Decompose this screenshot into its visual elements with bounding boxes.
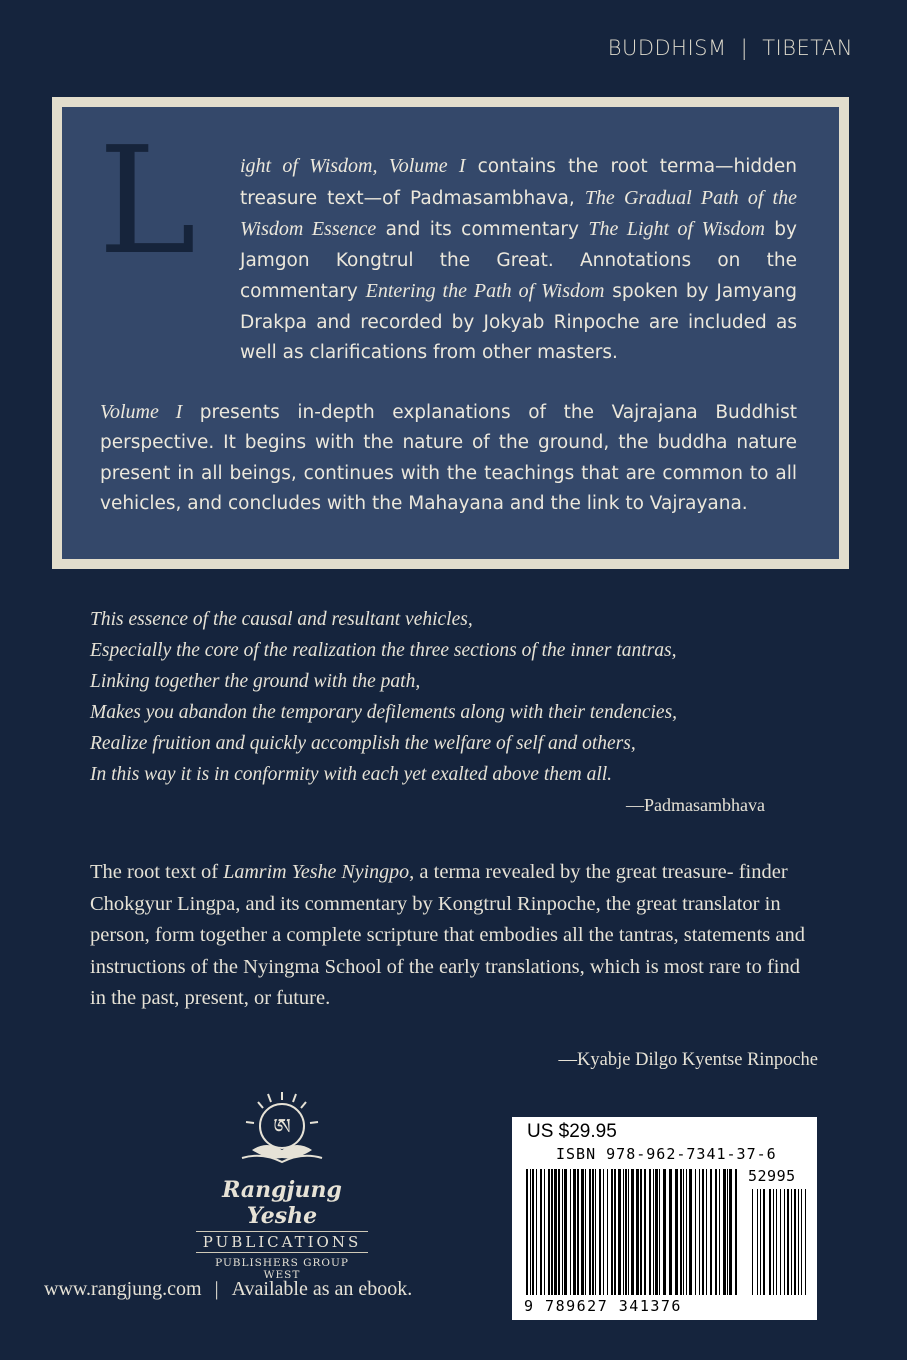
barcode-bar <box>649 1169 651 1295</box>
barcode-bar <box>727 1169 728 1295</box>
barcode-bar <box>607 1169 608 1295</box>
barcode-bar <box>719 1169 720 1295</box>
description-p1-run: ight of Wisdom, Volume I <box>240 155 466 177</box>
category-tibetan: TIBETAN <box>762 36 853 60</box>
barcode-bar <box>585 1169 586 1295</box>
addon-bar <box>769 1189 771 1295</box>
addon-bar <box>763 1189 765 1295</box>
addon-bar <box>801 1189 802 1295</box>
barcode-bar <box>715 1169 717 1295</box>
barcode-bar <box>599 1169 601 1295</box>
verse-line: Linking together the ground with the path, <box>90 671 421 692</box>
publisher-imprint: PUBLICATIONS <box>196 1231 368 1253</box>
description-p1-run: spoken by Jamyang Drakpa and recorded by Jokyab Rinpoche are included as well as clarifications from other masters. <box>240 281 797 363</box>
barcode-bar <box>592 1169 594 1295</box>
barcode-bar <box>659 1169 660 1295</box>
barcode-bar <box>603 1169 604 1295</box>
description-p1-run: The Gradual Path of the Wisdom Essence <box>240 186 797 240</box>
barcode-bar <box>625 1169 627 1295</box>
description-p2-run: Volume I <box>100 400 183 423</box>
barcode-bar <box>614 1169 616 1295</box>
barcode-bar <box>570 1169 571 1295</box>
barcode-bar <box>735 1169 737 1295</box>
description-panel <box>52 97 849 569</box>
addon-bar <box>776 1189 777 1295</box>
verse-line: Especially the core of the realization the three sections of the inner tantras, <box>90 640 677 661</box>
barcode-bar <box>669 1169 672 1295</box>
barcode-bar <box>562 1169 563 1295</box>
addon-bar <box>773 1189 774 1295</box>
endorsement-run: The root text of <box>90 861 224 883</box>
barcode-bar <box>663 1169 666 1295</box>
barcode-bar <box>554 1169 557 1295</box>
barcode-bar <box>577 1169 579 1295</box>
barcode-bar <box>589 1169 591 1295</box>
price-addon-code: 52995 <box>748 1167 796 1185</box>
verse-line: In this way it is in conformity with each yet exalted above them all. <box>90 764 613 785</box>
addon-bar <box>760 1189 761 1295</box>
endorsement-quote <box>90 857 812 1015</box>
category-buddhism: BUDDHISM <box>607 36 727 60</box>
barcode-bar <box>636 1169 639 1295</box>
barcode-bar <box>723 1169 726 1295</box>
barcode-bar <box>689 1169 692 1295</box>
addon-bar <box>805 1189 806 1295</box>
barcode-bar <box>536 1169 537 1295</box>
description-p1-run: and its commentary <box>376 219 589 240</box>
barcode-bar <box>729 1169 732 1295</box>
lotus-sun-icon <box>222 1088 342 1168</box>
barcode-bar <box>618 1169 621 1295</box>
drop-cap: L <box>98 115 197 287</box>
verse-line: This essence of the causal and resultant vehicles, <box>90 609 473 630</box>
barcode-bar <box>526 1169 528 1295</box>
barcode-bar <box>548 1169 550 1295</box>
description-p1-run: Entering the Path of Wisdom <box>365 280 605 302</box>
verse-line: Makes you abandon the temporary defilements along with their tendencies, <box>90 702 678 723</box>
barcode-bar <box>623 1169 624 1295</box>
description-p2-run: presents in-depth explanations of the Vajrajana Buddhist perspective. It begins with the nature of the ground, the buddha nature present in all beings, continues with the teachings that are common to all vehicles, and concludes with the Mahayana and the link to Vajrayana. <box>100 401 797 514</box>
barcode-bar <box>558 1169 560 1295</box>
barcode-bar <box>686 1169 687 1295</box>
addon-bar <box>757 1189 758 1295</box>
barcode-bar <box>699 1169 700 1295</box>
barcode-bar <box>675 1169 678 1295</box>
barcode-bar <box>544 1169 545 1295</box>
endorsement-attribution: —Kyabje Dilgo Kyentse Rinpoche <box>558 1050 818 1070</box>
barcode-bar <box>695 1169 696 1295</box>
footer-separator: | <box>214 1278 219 1300</box>
barcode-bar <box>551 1169 553 1295</box>
barcode-bar <box>683 1169 684 1295</box>
addon-bar <box>787 1189 789 1295</box>
category-separator: | <box>740 36 749 60</box>
barcode-bar <box>653 1169 654 1295</box>
barcode-bar <box>655 1169 658 1295</box>
ebook-note: Available as an ebook. <box>231 1278 413 1300</box>
barcode-bar <box>680 1169 682 1295</box>
barcode-bar <box>640 1169 642 1295</box>
footer <box>44 1278 412 1301</box>
description-paragraph-2 <box>100 397 797 520</box>
barcode-bar <box>581 1169 584 1295</box>
addon-bar <box>752 1189 753 1295</box>
price-label: US $29.95 <box>527 1121 617 1142</box>
verse-attribution: —Padmasambhava <box>626 795 765 815</box>
addon-bar <box>794 1189 796 1295</box>
barcode-bar <box>595 1169 596 1295</box>
barcode-bar <box>530 1169 531 1295</box>
description-panel-inner <box>62 107 839 559</box>
addon-bar <box>780 1189 781 1295</box>
addon-bar <box>798 1189 799 1295</box>
addon-bar <box>791 1189 792 1295</box>
endorsement-run: Lamrim Yeshe Nyingpo <box>223 861 410 883</box>
barcode-bar <box>532 1169 534 1295</box>
barcode-bar <box>573 1169 576 1295</box>
barcode-bar <box>631 1169 634 1295</box>
barcode-box <box>512 1117 817 1320</box>
publisher-name: Rangjung Yeshe <box>222 1177 342 1229</box>
addon-bar <box>784 1189 785 1295</box>
ean-number: 9 789627 341376 <box>524 1297 682 1315</box>
svg-text:ཨ: ཨ <box>273 1115 291 1140</box>
barcode-bar <box>540 1169 542 1295</box>
barcode-bar <box>710 1169 712 1295</box>
barcode-bar <box>611 1169 613 1295</box>
verse-quote <box>90 604 810 790</box>
barcode-bar <box>702 1169 704 1295</box>
endorsement-run: , a terma revealed by the great treasure- finder Chokgyur Lingpa, and its commentary by Kongtrul Rinpoche, the great translator in person, form together a complete scripture that embodies all the tantras, statements and instructions of the Nyingma School of the early translations, which is most rare to find in the past, present, or future. <box>90 861 805 1009</box>
verse-line: Realize fruition and quickly accomplish the welfare of self and others, <box>90 733 636 754</box>
barcode-bars-icon <box>512 1117 817 1320</box>
barcode-bar <box>564 1169 567 1295</box>
barcode-bar <box>628 1169 629 1295</box>
website-link[interactable]: www.rangjung.com <box>44 1278 202 1300</box>
category-label <box>608 36 853 60</box>
publisher-distributor: PUBLISHERS GROUP WEST <box>215 1257 349 1281</box>
isbn-label: ISBN 978-962-7341-37-6 <box>556 1145 777 1163</box>
description-p1-run: contains the root terma—hidden treasure text—of Padmasambhava, <box>240 156 797 209</box>
publisher-logo <box>196 1088 368 1281</box>
description-paragraph-1 <box>100 151 797 369</box>
barcode-bar <box>644 1169 646 1295</box>
description-p1-run: The Light of Wisdom <box>588 218 765 240</box>
barcode-bar <box>706 1169 707 1295</box>
description-p1-run: by Jamgon Kongtrul the Great. Annotations on the commentary <box>240 219 797 302</box>
